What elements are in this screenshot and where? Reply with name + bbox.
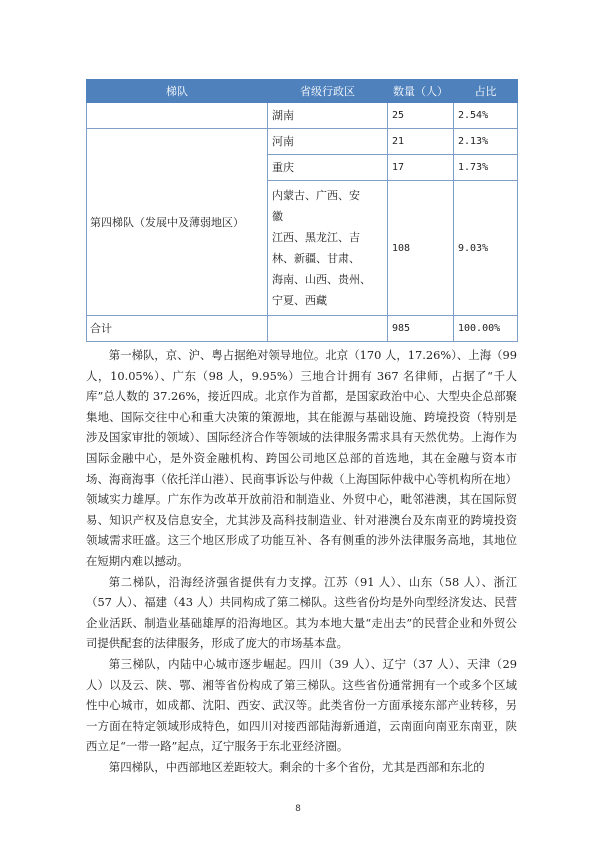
region-line: 江西、黑龙江、吉 [272,231,360,244]
total-count: 985 [388,316,454,342]
total-ratio: 100.00% [454,316,518,342]
tier-cell [87,103,268,129]
paragraph: 第一梯队，京、沪、粤占据绝对领导地位。北京（170 人，17.26%）、上海（99 人，10.05%）、广东（98 人，9.95%）三地合计拥有 367 名律师，占据了“千人库”总人数的 37.26%，接近四成。北京作为首都，是国家政治中心、大型央企总部聚集地、国际交往中心和重大决策的策源地，其在能源与基础设施、跨境投资（特别是涉及国家审批的领域）、国际经济合作等领域的法律服务需求具有天然优势。上海作为国际金融中心，是外资金融机构、跨国公司地区总部的首选地，其在金融与资本市场、海商海事（依托洋山港）、民商事诉讼与仲裁（上海国际仲裁中心等机构所在地）领域实力雄厚。广东作为改革开放前沿和制造业、外贸中心，毗邻港澳，其在国际贸易、知识产权及信息安全，尤其涉及高科技制造业、针对港澳台及东南亚的跨境投资领域需求旺盛。这三个地区形成了功能互补、各有侧重的涉外法律服务高地，其地位在短期内难以撼动。 [86,348,517,568]
total-label: 合计 [87,316,268,342]
ratio-cell: 2.54% [454,103,518,129]
table-row [87,129,518,155]
paragraph: 第三梯队，内陆中心城市逐步崛起。四川（39 人）、辽宁（37 人）、天津（29 人）以及云、陕、鄂、湘等省份构成了第三梯队。这些省份通常拥有一个或多个区域性中心城市，如成都、沈阳、西安、武汉等。此类省份一方面承接东部产业转移，另一方面在特定领域形成特色，如四川对接西部陆海新通道，云南面向南亚东南亚，陕西立足“一带一路”起点，辽宁服务于东北亚经济圈。 [86,656,517,754]
ratio-cell: 9.03% [454,181,518,316]
ratio-cell: 1.73% [454,155,518,181]
body-text [86,345,517,777]
paragraph: 第四梯队，中西部地区差距较大。剩余的十多个省份，尤其是西部和东北的 [108,759,485,774]
region-table [86,79,518,342]
count-cell: 17 [388,155,454,181]
header-count: 数量（人） [388,80,454,103]
total-region [268,316,388,342]
header-ratio: 占比 [454,80,518,103]
region-cell: 湖南 [268,103,388,129]
region-cell: 河南 [268,129,388,155]
count-cell: 21 [388,129,454,155]
header-region: 省级行政区 [268,80,388,103]
paragraph: 第二梯队，沿海经济强省提供有力支撑。江苏（91 人）、山东（58 人）、浙江（57 人）、福建（43 人）共同构成了第二梯队。这些省份均是外向型经济发达、民营企业活跃、制造业基础雄厚的沿海地区。其为本地大量“走出去”的民营企业和外贸公司提供配套的法律服务，形成了庞大的市场基本盘。 [86,574,517,651]
count-cell: 25 [388,103,454,129]
region-line: 内蒙古、广西、安 [272,189,360,202]
region-cell [268,181,388,316]
tier-cell: 第四梯队（发展中及薄弱地区） [87,129,268,316]
ratio-cell: 2.13% [454,129,518,155]
region-line: 徽 [272,210,283,223]
region-line: 宁夏、西藏 [272,294,327,307]
region-line: 林、新疆、甘肃、 [272,252,360,265]
region-cell: 重庆 [268,155,388,181]
page-number: 8 [295,804,301,814]
total-row [87,316,518,342]
header-tier: 梯队 [87,80,268,103]
count-cell: 108 [388,181,454,316]
table-header-row [87,80,518,103]
table-row [87,103,518,129]
region-line: 海南、山西、贵州、 [272,273,371,286]
